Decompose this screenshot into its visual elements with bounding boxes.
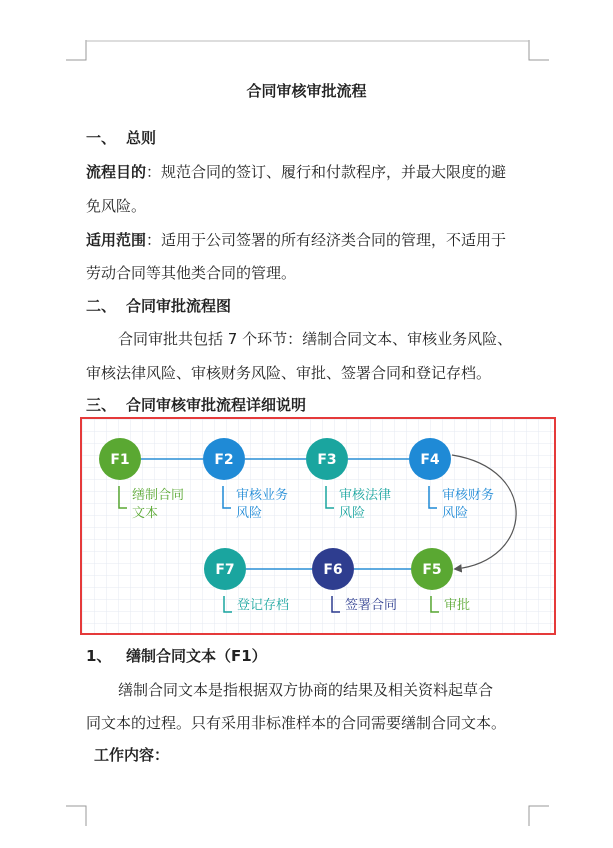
page-corner-bottom-right [527,804,549,826]
node-label-f4-line2: 风险 [442,506,469,521]
node-id-f1: F1 [110,452,130,468]
subsection-1-title: 缮制合同文本（F1） [126,647,267,665]
section-2-title: 合同审批流程图 [126,297,232,315]
flow-diagram-canvas [82,419,554,633]
page-header-line [86,40,529,42]
purpose-line-2: 免风险。 [86,197,147,215]
page-title: 合同审核审批流程 [246,82,367,100]
node-label-f5: 审批 [444,598,471,613]
node-label-f7: 登记存档 [237,598,290,613]
subsection-1-number: 1、 [86,647,112,665]
section-1-heading [86,127,156,148]
section-3-title: 合同审核审批流程详细说明 [126,396,307,414]
scope-line-1 [86,229,506,250]
subsection-1-heading [86,645,267,666]
scope-text-1: ：适用于公司签署的所有经济类合同的管理，不适用于 [146,231,507,249]
node-id-f6: F6 [323,562,343,578]
section-1-title: 总则 [126,129,157,147]
node-label-f2-line2: 风险 [236,506,263,521]
purpose-line-1 [86,161,506,182]
section-2-para-line-1: 合同审批共包括 7 个环节：缮制合同文本、审核业务风险、 [118,330,513,348]
section-2-number: 二、 [86,297,117,315]
node-id-f2: F2 [214,452,234,468]
work-content-label: 工作内容： [94,746,170,764]
scope-line-2: 劳动合同等其他类合同的管理。 [86,264,297,282]
subsection-1-para-line-2: 同文本的过程。只有采用非标准样本的合同需要缮制合同文本。 [86,714,507,732]
node-label-f4: 审核财务 [442,488,495,503]
section-1-number: 一、 [86,129,117,147]
node-label-f1: 缮制合同 [132,488,185,503]
node-id-f5: F5 [422,562,442,578]
node-label-f6: 签署合同 [345,598,398,613]
section-3-heading [86,394,306,415]
node-label-f2: 审核业务 [236,488,289,503]
subsection-1-para-line-1: 缮制合同文本是指根据双方协商的结果及相关资料起草合 [118,681,494,699]
flow-diagram [80,417,556,635]
node-label-f3: 审核法律 [339,488,392,503]
page-corner-top-left [66,40,88,62]
node-id-f4: F4 [420,452,440,468]
node-id-f3: F3 [317,452,337,468]
purpose-text-1: ：规范合同的签订、履行和付款程序，并最大限度的避 [146,163,507,181]
node-label-f3-line2: 风险 [339,506,366,521]
page-corner-top-right [527,40,549,62]
page-corner-bottom-left [66,804,88,826]
scope-label: 适用范围 [86,231,147,249]
node-id-f7: F7 [215,562,235,578]
section-3-number: 三、 [86,396,117,414]
section-2-heading [86,295,231,316]
section-2-para-line-2: 审核法律风险、审核财务风险、审批、签署合同和登记存档。 [86,364,492,382]
node-label-f1-line2: 文本 [132,506,159,521]
purpose-label: 流程目的 [86,163,147,181]
